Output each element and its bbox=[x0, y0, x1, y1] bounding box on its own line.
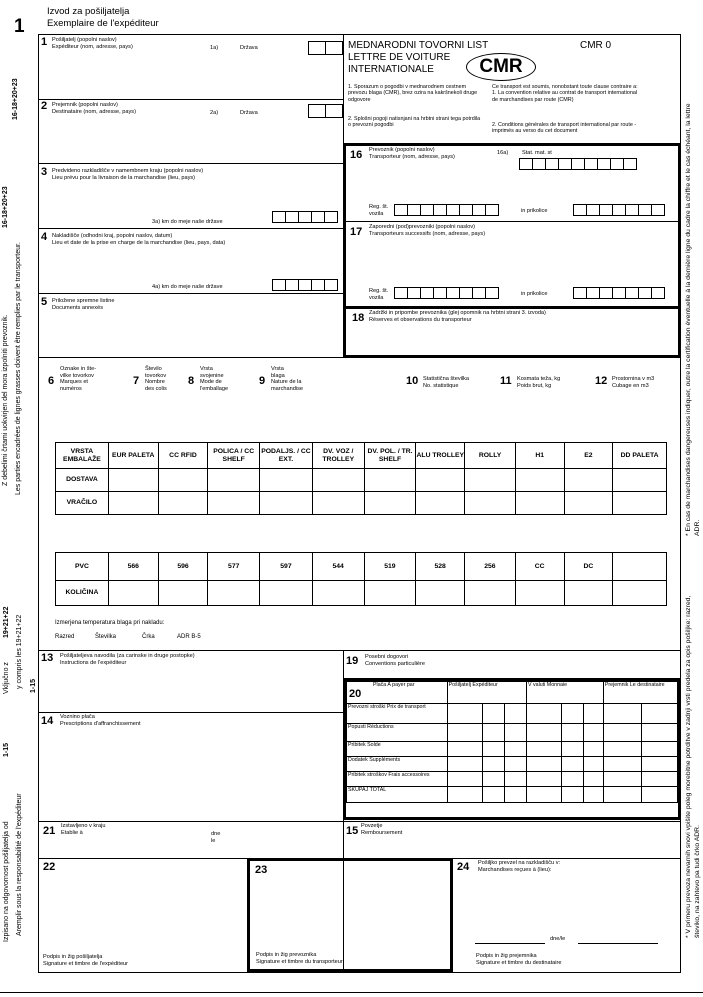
row-label-vracilo: VRAČILO bbox=[56, 492, 109, 515]
charges-cell[interactable] bbox=[483, 772, 505, 787]
charges-header-sender: Pošiljatelj Expéditeur bbox=[447, 682, 526, 704]
field-20-number: 20 bbox=[349, 688, 362, 700]
field-24-label: Pošiljko prevzel na razkladišču v: Marchandises reçues à (lieu): bbox=[478, 860, 561, 873]
table-cell[interactable] bbox=[416, 581, 465, 606]
field-17-trailer-label: in prikolice bbox=[521, 291, 548, 297]
table-cell[interactable] bbox=[312, 492, 364, 515]
charges-cell[interactable] bbox=[505, 724, 527, 742]
convention-sl-2: 2. Splošni pogoji natisnjani na hrbtni strani tega potrdila o prevozni pogodbi bbox=[348, 116, 481, 129]
field-17-number: 17 bbox=[350, 226, 363, 238]
charges-cell[interactable] bbox=[447, 787, 483, 803]
code-header-cell: CC bbox=[515, 553, 564, 581]
table-cell[interactable] bbox=[364, 581, 416, 606]
charges-cell[interactable] bbox=[641, 787, 677, 803]
copy-label-fr: Exemplaire de l'expéditeur bbox=[47, 18, 159, 29]
pallet-header-cell: ROLLY bbox=[465, 443, 516, 469]
charges-row bbox=[347, 742, 678, 757]
pallet-header-cell: PODALJS. / CC EXT. bbox=[260, 443, 313, 469]
temperature-crka: Črka bbox=[142, 634, 155, 640]
charges-cell[interactable] bbox=[562, 704, 584, 724]
field-16-trailer-cells[interactable] bbox=[573, 204, 665, 216]
table-cell[interactable] bbox=[312, 581, 364, 606]
table-cell[interactable] bbox=[564, 492, 613, 515]
pallet-header-cell: POLICA / CC SHELF bbox=[208, 443, 260, 469]
table-cell[interactable] bbox=[158, 469, 208, 492]
pallet-header-cell: DV. POL. / TR. SHELF bbox=[364, 443, 416, 469]
margin-left-including-sl: Vključno z bbox=[3, 662, 10, 694]
table-cell[interactable] bbox=[108, 469, 158, 492]
divider-1-2 bbox=[38, 99, 343, 100]
code-header-cell: 596 bbox=[158, 553, 208, 581]
copy-number: 1 bbox=[14, 16, 25, 37]
charges-cell[interactable] bbox=[562, 724, 584, 742]
field-22-number: 22 bbox=[43, 861, 56, 873]
field-17-reg-cells[interactable] bbox=[394, 287, 499, 299]
table-cell[interactable] bbox=[465, 492, 516, 515]
title-line1: MEDNARODNI TOVORNI LIST bbox=[348, 40, 489, 51]
field-14-label: Voznino plača Prescriptions d'affranchissement bbox=[60, 714, 141, 727]
copy-label-sl: Izvod za pošiljatelja bbox=[47, 6, 130, 17]
charges-cell[interactable] bbox=[583, 787, 603, 803]
table-cell[interactable] bbox=[108, 492, 158, 515]
field-11-label: Kosmata teža, kg Poids brut, kg bbox=[517, 376, 561, 389]
charges-header-payer: Plača A payer par bbox=[347, 682, 448, 704]
charges-cell[interactable] bbox=[483, 704, 505, 724]
field-16a-label: Stat. mat. st bbox=[522, 150, 552, 156]
field-21-date-label: dne le bbox=[211, 831, 221, 844]
pallet-table bbox=[55, 442, 667, 515]
charges-row bbox=[347, 704, 678, 724]
field-4a-label: 4a) km do meje naše države bbox=[152, 284, 223, 290]
table-cell[interactable] bbox=[312, 469, 364, 492]
table-cell[interactable] bbox=[364, 492, 416, 515]
table-cell[interactable] bbox=[613, 469, 667, 492]
charges-row bbox=[347, 724, 678, 742]
field-24-date-line-2 bbox=[578, 943, 658, 944]
table-cell[interactable] bbox=[260, 469, 313, 492]
margin-left-sender-note-sl: Izpisano na odgovornost pošiljatelja od bbox=[3, 821, 10, 942]
code-header-cell: DC bbox=[564, 553, 613, 581]
field-2a-country-cell-2[interactable] bbox=[325, 104, 343, 118]
table-cell[interactable] bbox=[515, 492, 564, 515]
table-cell[interactable] bbox=[465, 581, 516, 606]
margin-left-code-5: 1-15 bbox=[3, 742, 10, 757]
top-rule bbox=[38, 34, 681, 35]
charges-header bbox=[347, 682, 678, 704]
pallet-header-cell: DV. VOZ / TROLLEY bbox=[312, 443, 364, 469]
divider-13-14 bbox=[38, 712, 343, 713]
charges-cell[interactable] bbox=[526, 704, 561, 724]
pallet-header-cell: DD PALETA bbox=[613, 443, 667, 469]
field-16-reg-cells[interactable] bbox=[394, 204, 499, 216]
charges-cell[interactable] bbox=[583, 772, 603, 787]
margin-left-carrier-note-fr: Les parties encadrées de lignes grasses doivent être remplies par le transporteur. bbox=[15, 242, 22, 495]
charges-row-label: Pribitek stroškov Frais accessoires bbox=[347, 772, 448, 787]
field-12-label: Prostornina v m3 Cubage en m3 bbox=[612, 376, 655, 389]
table-cell[interactable] bbox=[260, 492, 313, 515]
field-17-trailer-cells[interactable] bbox=[573, 287, 665, 299]
field-16-label: Prevoznik (popolni naslov) Transporteur (nom, adresse, pays) bbox=[369, 147, 455, 160]
code-header-cell bbox=[613, 553, 667, 581]
charges-cell[interactable] bbox=[483, 742, 505, 757]
field-1a-country-cell-1[interactable] bbox=[308, 41, 326, 55]
divider-goods-top bbox=[38, 357, 681, 358]
code-table bbox=[55, 552, 667, 606]
row-label-dostava: DOSTAVA bbox=[56, 469, 109, 492]
pallet-header-cell: ALU TROLLEY bbox=[416, 443, 465, 469]
margin-left-code-1: 16-18+20+23 bbox=[12, 78, 19, 120]
field-3a-km-cells[interactable] bbox=[272, 211, 338, 223]
charges-cell[interactable] bbox=[562, 742, 584, 757]
field-17-reg-label: Reg. št. vozila bbox=[369, 288, 389, 301]
field-2a-country-cell-1[interactable] bbox=[308, 104, 326, 118]
divider-2-3 bbox=[38, 163, 343, 164]
field-22-signature-label: Podpis in žig pošiljatelja Signature et timbre de l'expéditeur bbox=[43, 954, 129, 967]
pallet-table-header bbox=[56, 443, 667, 469]
field-23-number: 23 bbox=[255, 864, 268, 876]
charges-cell[interactable] bbox=[483, 757, 505, 772]
convention-fr-1: Ce transport est soumis, nonobstant toute clause contraire a: 1. La convention relative au contrat de transport international de marchandises par route (CMR) bbox=[492, 84, 638, 103]
convention-sl-1: 1. Sporazum o pogodbi v mednarodnem cestnem prevozu blaga (CMR), brez ozira na kakršnekoli druge odgovore bbox=[348, 84, 478, 103]
charges-cell[interactable] bbox=[505, 704, 527, 724]
field-16a-cells[interactable] bbox=[519, 158, 637, 170]
table-cell[interactable] bbox=[564, 469, 613, 492]
table-cell[interactable] bbox=[515, 581, 564, 606]
charges-cell[interactable] bbox=[603, 772, 641, 787]
code-header-cell: 577 bbox=[208, 553, 260, 581]
margin-right-note-fr: * En cas de marchandises dangereuses indiquer, outre la certification éventuelle à la dernière ligne du cadre la chiffre et le cas échéant, la lettre ADR. bbox=[685, 103, 701, 536]
title-line3: INTERNATIONALE bbox=[348, 64, 434, 75]
field-3-label: Predvideno razkladišče v namembnem kraju (popolni naslov) Lieu prévu pour la livraison de la marchandise (lieu, pays) bbox=[52, 168, 204, 181]
field-17-label: Zaporedni (pod)prevozniki (popolni naslov) Transporteurs successifs (nom, adresse, pays) bbox=[369, 224, 486, 237]
table-cell[interactable] bbox=[208, 581, 260, 606]
code-header-cell: 544 bbox=[312, 553, 364, 581]
field-1-label: Pošiljatelj (popolni naslov) Expéditeur (nom, adresse, pays) bbox=[52, 37, 133, 50]
divider-13-top bbox=[38, 650, 681, 651]
charges-cell[interactable] bbox=[562, 757, 584, 772]
table-cell[interactable] bbox=[158, 581, 208, 606]
margin-right-note-sl: * V primeru prevoza nevarnih snovi vpišite poleg morebitne potrditve v zadnji vrsti predela za opis pošiljke: razred, števiko, na zahtevo pa tudi črko ADR. bbox=[685, 595, 701, 938]
field-8-number: 8 bbox=[188, 375, 195, 387]
field-2a-number: 2a) bbox=[210, 110, 219, 116]
margin-left-sender-note-fr: Aremplir sous la responsabilité de l'expéditeur bbox=[16, 793, 23, 936]
charges-cell[interactable] bbox=[603, 724, 641, 742]
field-10-label: Statistična številka No. statistique bbox=[423, 376, 470, 389]
pallet-header-cell: CC RFID bbox=[158, 443, 208, 469]
code-header-cell: PVC bbox=[56, 553, 109, 581]
table-row bbox=[56, 469, 667, 492]
field-11-number: 11 bbox=[500, 375, 512, 387]
margin-left-carrier-note-sl: Z debelimi črtami uokvirjen del mora izpolniti prevoznik. bbox=[2, 314, 9, 486]
field-2-number: 2 bbox=[41, 100, 48, 112]
field-2-label: Prejemnik (popolni naslov) Destinataire (nom, adresse, pays) bbox=[52, 102, 136, 115]
cmr-logo bbox=[466, 53, 536, 81]
code-header-cell: 519 bbox=[364, 553, 416, 581]
field-13-label: Pošiljateljeva navodila (za carinske in druge postopke) Instructions de l'expéditeur bbox=[60, 653, 195, 666]
code-table-header bbox=[56, 553, 667, 581]
field-24-date-line-1 bbox=[475, 943, 545, 944]
field-1a-country-cell-2[interactable] bbox=[325, 41, 343, 55]
field-9-label: Vrsta blaga Nature de la marchandise bbox=[271, 366, 304, 392]
field-1a-number: 1a) bbox=[210, 45, 219, 51]
temperature-razred: Razred bbox=[55, 634, 75, 640]
charges-cell[interactable] bbox=[641, 772, 677, 787]
pallet-header-cell: H1 bbox=[515, 443, 564, 469]
charges-cell[interactable] bbox=[505, 787, 527, 803]
cmr-logo-text: CMR bbox=[479, 56, 523, 77]
divider-4-5 bbox=[38, 293, 343, 294]
carrier-frame bbox=[343, 143, 681, 358]
field-1-number: 1 bbox=[41, 36, 48, 48]
temperature-title: Izmerjena temperatura blaga pri nakladu: bbox=[55, 620, 165, 626]
charges-cell[interactable] bbox=[505, 772, 527, 787]
field-19-label: Posebni dogovori Conventions particulière bbox=[365, 654, 426, 667]
field-4-number: 4 bbox=[41, 231, 48, 243]
charges-row-label: Pribitek Solde bbox=[347, 742, 448, 757]
field-2a-label: Država bbox=[240, 110, 258, 116]
title-line2: LETTRE DE VOITURE bbox=[348, 52, 451, 63]
field-5-label: Priložene spremne listine Documents annexés bbox=[52, 298, 115, 311]
charges-row-total bbox=[347, 787, 678, 803]
charges-row bbox=[347, 772, 678, 787]
field-1a-label: Država bbox=[240, 45, 258, 51]
field-13-number: 13 bbox=[41, 652, 54, 664]
field-7-number: 7 bbox=[133, 375, 140, 387]
charges-cell[interactable] bbox=[447, 742, 483, 757]
divider-3-4 bbox=[38, 228, 343, 229]
field-4a-km-cells[interactable] bbox=[272, 279, 338, 291]
charges-cell[interactable] bbox=[641, 757, 677, 772]
charges-cell[interactable] bbox=[583, 704, 603, 724]
table-cell[interactable] bbox=[158, 492, 208, 515]
charges-header-recipient: Prejemnik Le destinataire bbox=[603, 682, 677, 704]
charges-row-label: SKUPAJ TOTAL bbox=[347, 787, 448, 803]
charges-row bbox=[347, 757, 678, 772]
field-12-number: 12 bbox=[595, 375, 608, 387]
charges-cell[interactable] bbox=[526, 724, 561, 742]
page-footer-rule bbox=[0, 992, 703, 993]
bottom-rule bbox=[38, 972, 681, 973]
charges-cell[interactable] bbox=[447, 772, 483, 787]
margin-left-code-4: 1-15 bbox=[30, 678, 37, 693]
charges-cell[interactable] bbox=[583, 757, 603, 772]
code-header-cell: 256 bbox=[465, 553, 516, 581]
charges-cell[interactable] bbox=[526, 772, 561, 787]
field-18-number: 18 bbox=[352, 312, 365, 324]
table-cell[interactable] bbox=[515, 469, 564, 492]
table-row bbox=[56, 581, 667, 606]
field-21-label: Izstavljeno v kraju Etablie à bbox=[61, 823, 106, 836]
charges-cell[interactable] bbox=[603, 704, 641, 724]
field-3a-label: 3a) km do meje naše države bbox=[152, 219, 223, 225]
field-14-number: 14 bbox=[41, 715, 54, 727]
table-row bbox=[56, 492, 667, 515]
charges-cell[interactable] bbox=[447, 724, 483, 742]
field-15-label: Povzetje Remboursement bbox=[361, 823, 403, 836]
field-24-signature-label: Podpis in žig prejemnika Signature et timbre du destinataire bbox=[476, 953, 562, 966]
margin-left-code-2: 16-18+20+23 bbox=[2, 186, 9, 228]
charges-cell[interactable] bbox=[583, 742, 603, 757]
table-cell[interactable] bbox=[613, 581, 667, 606]
charges-cell[interactable] bbox=[447, 757, 483, 772]
field-8-label: Vrsta svojenine Mode de l'emballage bbox=[200, 366, 229, 392]
charges-cell[interactable] bbox=[603, 742, 641, 757]
field-23-signature-label: Podpis in žig prevoznika Signature et timbre du transporteur bbox=[256, 952, 343, 965]
field-16-number: 16 bbox=[350, 149, 363, 161]
table-cell[interactable] bbox=[564, 581, 613, 606]
field-9-number: 9 bbox=[259, 375, 266, 387]
divider-21-top bbox=[38, 821, 681, 822]
field-16-trailer-label: in prikolice bbox=[521, 208, 548, 214]
charges-header-currency: V valuti Monnaie bbox=[526, 682, 603, 704]
charges-cell[interactable] bbox=[641, 724, 677, 742]
charges-cell[interactable] bbox=[603, 757, 641, 772]
divider-16-17 bbox=[343, 221, 681, 222]
charges-cell[interactable] bbox=[505, 742, 527, 757]
charges-row-label: Dodatek Suppléments bbox=[347, 757, 448, 772]
charges-cell[interactable] bbox=[483, 787, 505, 803]
charges-cell[interactable] bbox=[641, 704, 677, 724]
field-18-label: Zadržki in pripombe prevoznika (glej opomnik na hrbtni strani 3. izvoda) Réserves et observations du transporteur bbox=[369, 310, 546, 323]
cmr-code: CMR 0 bbox=[580, 40, 612, 51]
charges-cell[interactable] bbox=[526, 742, 561, 757]
table-cell[interactable] bbox=[260, 581, 313, 606]
table-cell[interactable] bbox=[208, 492, 260, 515]
table-cell[interactable] bbox=[465, 469, 516, 492]
charges-row-label: Prevozni stroški Prix de transport bbox=[347, 704, 448, 724]
pallet-header-cell: E2 bbox=[564, 443, 613, 469]
table-cell[interactable] bbox=[108, 581, 158, 606]
field-6-number: 6 bbox=[48, 375, 55, 387]
charges-cell[interactable] bbox=[562, 787, 584, 803]
field-7-label: Število tovorkov Nombre des colis bbox=[145, 366, 167, 392]
field-16-reg-label: Reg. št. vozila bbox=[369, 204, 389, 217]
charges-cell[interactable] bbox=[526, 757, 561, 772]
charges-table bbox=[346, 681, 678, 803]
row-label-kolicina: KOLIČINA bbox=[56, 581, 109, 606]
convention-fr-2: 2. Conditions générales de transport international par route - imprimés au verso du cet document bbox=[492, 122, 637, 135]
table-cell[interactable] bbox=[364, 469, 416, 492]
table-cell[interactable] bbox=[416, 492, 465, 515]
divider-17-18 bbox=[343, 306, 681, 309]
charges-cell[interactable] bbox=[583, 724, 603, 742]
field-24-date-label: dne/le bbox=[550, 936, 566, 942]
temperature-stevilka: Številka bbox=[95, 634, 117, 640]
charges-cell[interactable] bbox=[603, 787, 641, 803]
field-10-number: 10 bbox=[406, 375, 419, 387]
charges-cell[interactable] bbox=[505, 757, 527, 772]
pallet-header-cell: EUR PALETA bbox=[108, 443, 158, 469]
field-19-number: 19 bbox=[346, 655, 359, 667]
table-cell[interactable] bbox=[208, 469, 260, 492]
charges-cell[interactable] bbox=[447, 704, 483, 724]
charges-cell[interactable] bbox=[483, 724, 505, 742]
field-21-number: 21 bbox=[43, 825, 56, 837]
margin-left-code-3: 19+21+22 bbox=[3, 606, 10, 638]
field-5-number: 5 bbox=[41, 296, 48, 308]
field-6-label: Oznake in šte- vilke tovorkov Marques et numéros bbox=[60, 366, 97, 392]
table-cell[interactable] bbox=[416, 469, 465, 492]
charges-row-label: Popusti Réductions bbox=[347, 724, 448, 742]
charges-cell[interactable] bbox=[526, 787, 561, 803]
pallet-header-cell: VRSTA EMBALAŽE bbox=[56, 443, 109, 469]
charges-cell[interactable] bbox=[641, 742, 677, 757]
charges-cell[interactable] bbox=[562, 772, 584, 787]
code-header-cell: 528 bbox=[416, 553, 465, 581]
code-header-cell: 566 bbox=[108, 553, 158, 581]
code-header-cell: 597 bbox=[260, 553, 313, 581]
field-15-number: 15 bbox=[346, 825, 359, 837]
field-4-label: Nakladišče (odhodni kraj, popolni naslov, datum) Lieu et date de la prise en charge de la marchandise (lieu, pays, data) bbox=[52, 233, 226, 246]
temperature-adr: ADR B-5 bbox=[177, 634, 201, 640]
field-3-number: 3 bbox=[41, 166, 48, 178]
field-24-number: 24 bbox=[457, 861, 470, 873]
margin-left-including-fr: y compris les 19+21+22 bbox=[16, 614, 23, 689]
table-cell[interactable] bbox=[613, 492, 667, 515]
field-16a-number: 16a) bbox=[497, 150, 509, 156]
left-rule bbox=[38, 34, 39, 973]
